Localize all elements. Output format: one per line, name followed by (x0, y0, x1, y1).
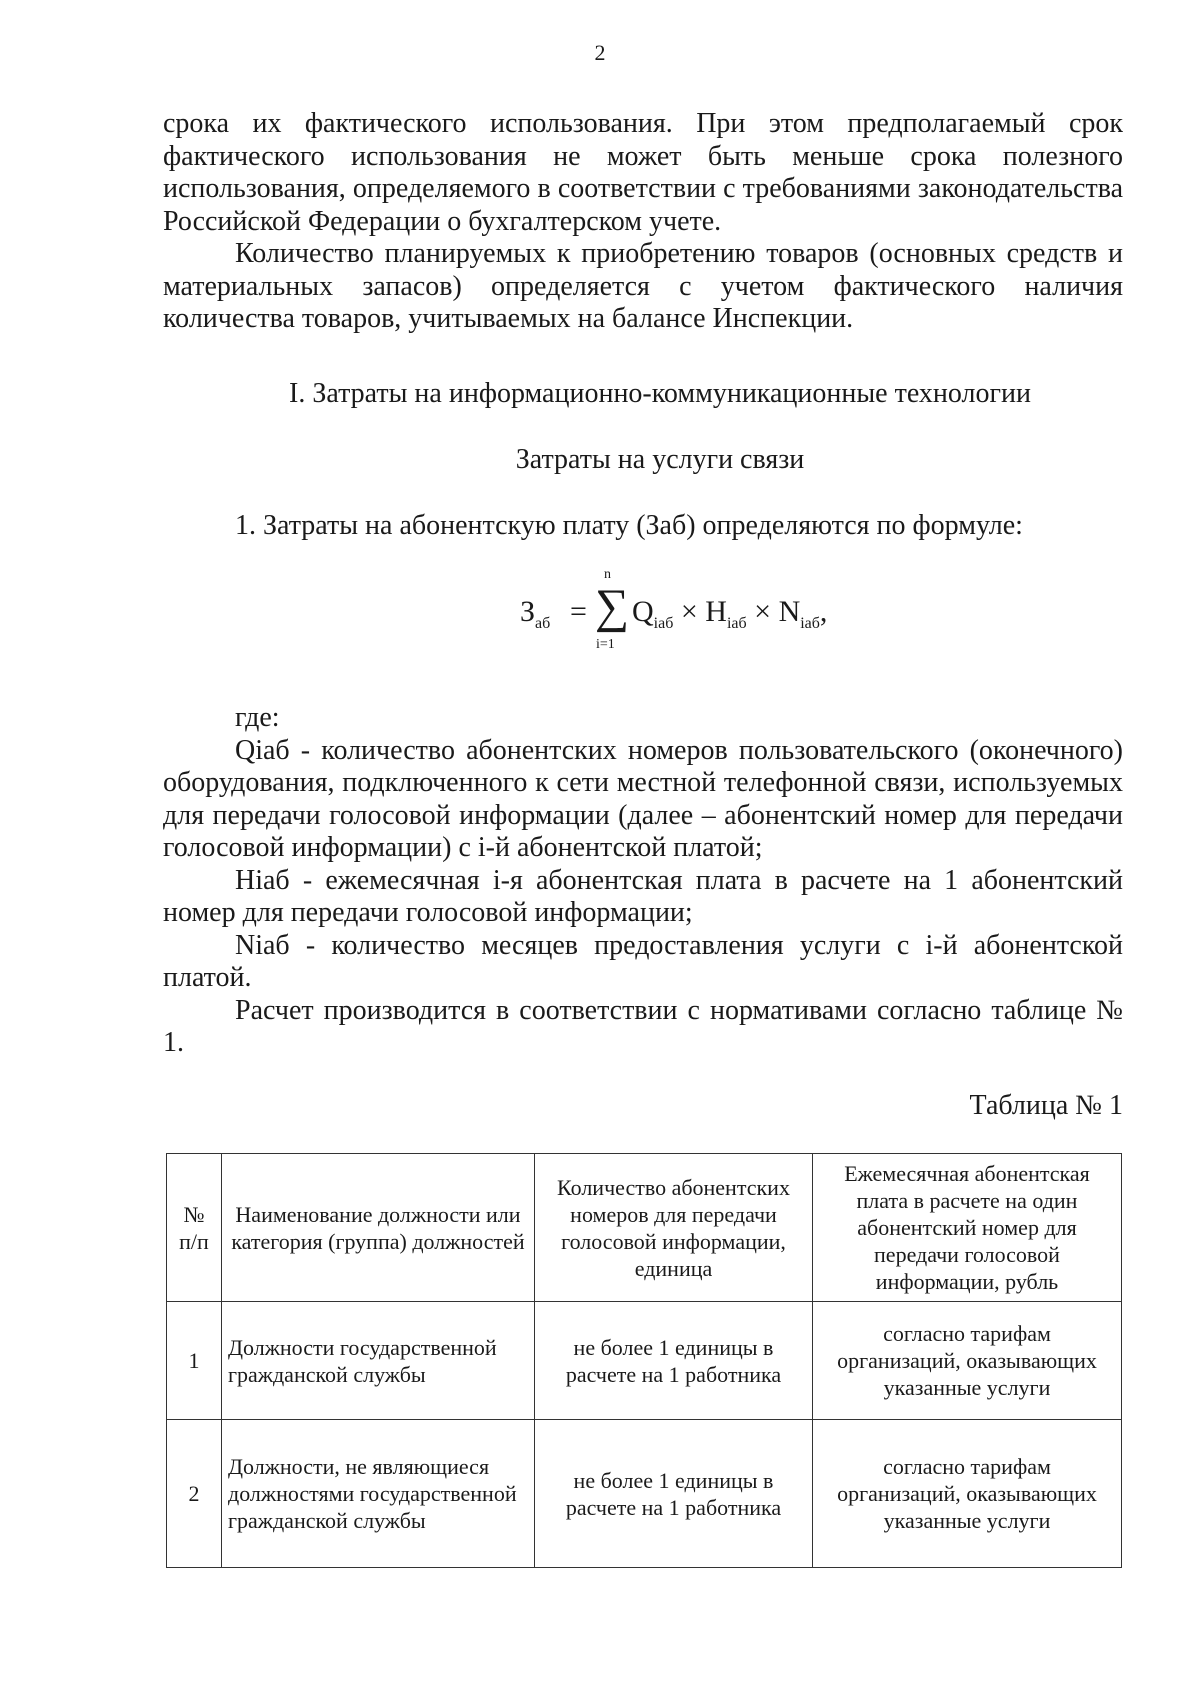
table-cell: согласно тарифам организаций, оказывающих указанные услуги (813, 1302, 1122, 1420)
page-number: 2 (594, 40, 606, 65)
table-cell: Должности государственной гражданской службы (222, 1302, 535, 1420)
formula (520, 567, 840, 675)
subsection-heading: Затраты на услуги связи (515, 444, 805, 475)
intro-paragraph: срока их фактического использования. При этом предполагаемый срок фактического использования не может быть меньше срока полезного использования, определяемого в соответствии с требованиями законодательства Российской Федерации о бухгалтерском учете. (163, 108, 1123, 237)
table-cell: не более 1 единицы в расчете на 1 работника (535, 1420, 813, 1568)
calculation-note: Расчет производится в соответствии с нормативами согласно таблице № 1. (163, 994, 1123, 1058)
definition-item: Niаб - количество месяцев предоставления услуги с i-й абонентской платой. (163, 929, 1123, 993)
definition-item: Qiаб - количество абонентских номеров пользовательского (оконечного) оборудования, подключенного к сети местной телефонной связи, используемых для передачи голосовой информации (далее – абонентский номер для передачи голосовой информации) с i-й абонентской платой; (163, 734, 1123, 863)
formula-intro: 1. Затраты на абонентскую плату (Заб) определяются по формуле: (235, 510, 1023, 541)
formula-lhs: $З_{аб}$ (520, 595, 551, 632)
intro-text (163, 108, 1123, 336)
where-label: где: (235, 702, 280, 733)
definition-item: Hiаб - ежемесячная i-я абонентская плата в расчете на 1 абонентский номер для передачи голосовой информации; (163, 864, 1123, 928)
table-header-cell: Количество абонентских номеров для передачи голосовой информации, единица (535, 1154, 813, 1302)
definitions (163, 702, 1123, 1060)
table-cell: не более 1 единицы в расчете на 1 работника (535, 1302, 813, 1420)
table-header-row (167, 1154, 1122, 1302)
table-cell: Должности, не являющиеся должностями государственной гражданской службы (222, 1420, 535, 1568)
table-header-cell: № п/п (167, 1154, 222, 1302)
table-caption: Таблица № 1 (969, 1090, 1123, 1121)
table-cell: 2 (167, 1420, 222, 1568)
table-cell: 1 (167, 1302, 222, 1420)
table-cell: согласно тарифам организаций, оказывающих указанные услуги (813, 1420, 1122, 1568)
formula-upper-limit: n (604, 567, 611, 582)
formula-sum-symbol: ∑ (595, 580, 630, 633)
formula-terms: $Q_{iаб} \times Н_{iаб} \times N_{iаб}$, (632, 595, 828, 632)
formula-equals: = (570, 595, 587, 628)
table-header-cell: Наименование должности или категория (группа) должностей (222, 1154, 535, 1302)
table-row (167, 1302, 1122, 1420)
formula-lower-limit: i=1 (596, 637, 615, 652)
norms-table (166, 1153, 1122, 1568)
section-heading: I. Затраты на информационно-коммуникационные технологии (289, 378, 1031, 409)
table-row (167, 1420, 1122, 1568)
table-header-cell: Ежемесячная абонентская плата в расчете на один абонентский номер для передачи голосовой информации, рубль (813, 1154, 1122, 1302)
intro-paragraph: Количество планируемых к приобретению товаров (основных средств и материальных запасов) определяется с учетом фактического наличия количества товаров, учитываемых на балансе Инспекции. (163, 238, 1123, 334)
